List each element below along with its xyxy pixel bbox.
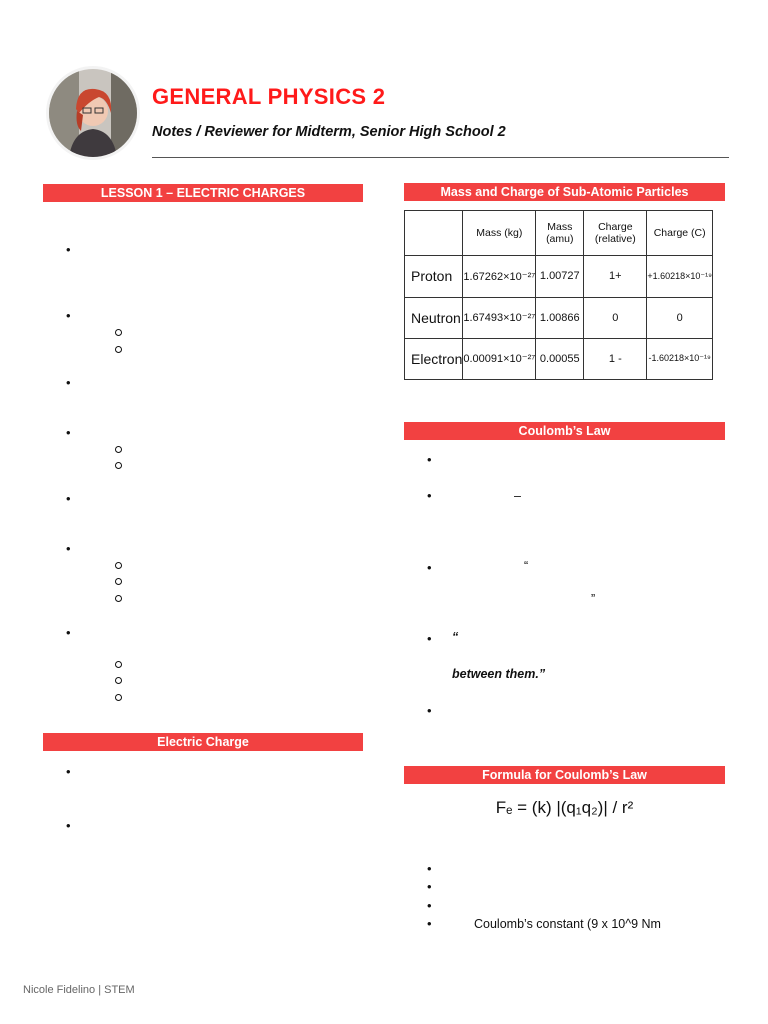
charge-coulomb-cell: -1.60218×10⁻¹⁹ <box>647 338 713 379</box>
sub-bullet-icon <box>115 346 122 353</box>
lesson1-heading: LESSON 1 – ELECTRIC CHARGES <box>43 184 363 202</box>
avatar-portrait <box>49 69 137 157</box>
sub-bullet-icon <box>115 446 122 453</box>
sub-bullet-icon <box>115 578 122 585</box>
close-quote-fragment: ” <box>591 592 596 606</box>
charge-relative-cell: 1 - <box>584 338 647 379</box>
table-header-cell: Charge (C) <box>647 211 713 256</box>
bullet-icon: • <box>427 452 432 467</box>
formula-heading: Formula for Coulomb’s Law <box>404 766 725 784</box>
bullet-icon: • <box>66 625 71 640</box>
coulombs-law-heading: Coulomb’s Law <box>404 422 725 440</box>
bullet-icon: • <box>66 425 71 440</box>
table-row <box>405 297 713 338</box>
quote-fragment-between-them: between them.” <box>452 667 546 681</box>
mass-amu-cell: 0.00055 <box>536 338 584 379</box>
page-title: GENERAL PHYSICS 2 <box>152 84 386 109</box>
coulombs-constant-text: Coulomb’s constant (9 x 10^9 Nm <box>474 917 661 931</box>
bullet-icon: • <box>66 491 71 506</box>
mass-kg-cell: 0.00091×10⁻²⁷ <box>463 338 536 379</box>
bullet-icon: • <box>427 631 432 646</box>
electric-charge-heading: Electric Charge <box>43 733 363 751</box>
header-divider <box>152 157 729 158</box>
author-avatar <box>49 69 137 157</box>
mass-amu-cell: 1.00866 <box>536 297 584 338</box>
bullet-icon: • <box>427 916 432 931</box>
particle-table <box>404 210 713 380</box>
sub-bullet-icon <box>115 329 122 336</box>
charge-relative-cell: 0 <box>584 297 647 338</box>
bullet-icon: • <box>427 861 432 876</box>
mass-charge-heading: Mass and Charge of Sub-Atomic Particles <box>404 183 725 201</box>
dash-fragment: – <box>514 489 521 503</box>
sub-bullet-icon <box>115 595 122 602</box>
open-quote-fragment: “ <box>452 630 459 644</box>
mass-kg-cell: 1.67262×10⁻²⁷ <box>463 256 536 297</box>
bullet-icon: • <box>66 308 71 323</box>
charge-coulomb-cell: 0 <box>647 297 713 338</box>
charge-coulomb-cell: +1.60218×10⁻¹⁹ <box>647 256 713 297</box>
sub-bullet-icon <box>115 694 122 701</box>
table-row <box>405 256 713 297</box>
bullet-icon: • <box>427 898 432 913</box>
bullet-icon: • <box>66 375 71 390</box>
bullet-icon: • <box>66 541 71 556</box>
bullet-icon: • <box>427 703 432 718</box>
page-subtitle: Notes / Reviewer for Midterm, Senior High School 2 <box>152 124 506 140</box>
particle-name: Electron <box>405 338 463 379</box>
bullet-icon: • <box>427 879 432 894</box>
sub-bullet-icon <box>115 462 122 469</box>
mass-amu-cell: 1.00727 <box>536 256 584 297</box>
table-header-cell: Mass (kg) <box>463 211 536 256</box>
table-header-row <box>405 211 713 256</box>
sub-bullet-icon <box>115 677 122 684</box>
table-header-cell: Mass (amu) <box>536 211 584 256</box>
table-header-cell <box>405 211 463 256</box>
particle-name: Proton <box>405 256 463 297</box>
bullet-icon: • <box>66 242 71 257</box>
bullet-icon: • <box>66 818 71 833</box>
bullet-icon: • <box>427 560 432 575</box>
sub-bullet-icon <box>115 562 122 569</box>
open-quote-fragment: “ <box>524 559 529 573</box>
sub-bullet-icon <box>115 661 122 668</box>
mass-kg-cell: 1.67493×10⁻²⁷ <box>463 297 536 338</box>
charge-relative-cell: 1+ <box>584 256 647 297</box>
particle-name: Neutron <box>405 297 463 338</box>
bullet-icon: • <box>427 488 432 503</box>
bullet-icon: • <box>66 764 71 779</box>
coulomb-formula: Fₑ = (k) |(q₁q₂)| / r² <box>495 798 634 817</box>
page-footer: Nicole Fidelino | STEM <box>23 984 135 996</box>
table-header-cell: Charge (relative) <box>584 211 647 256</box>
table-row <box>405 338 713 379</box>
